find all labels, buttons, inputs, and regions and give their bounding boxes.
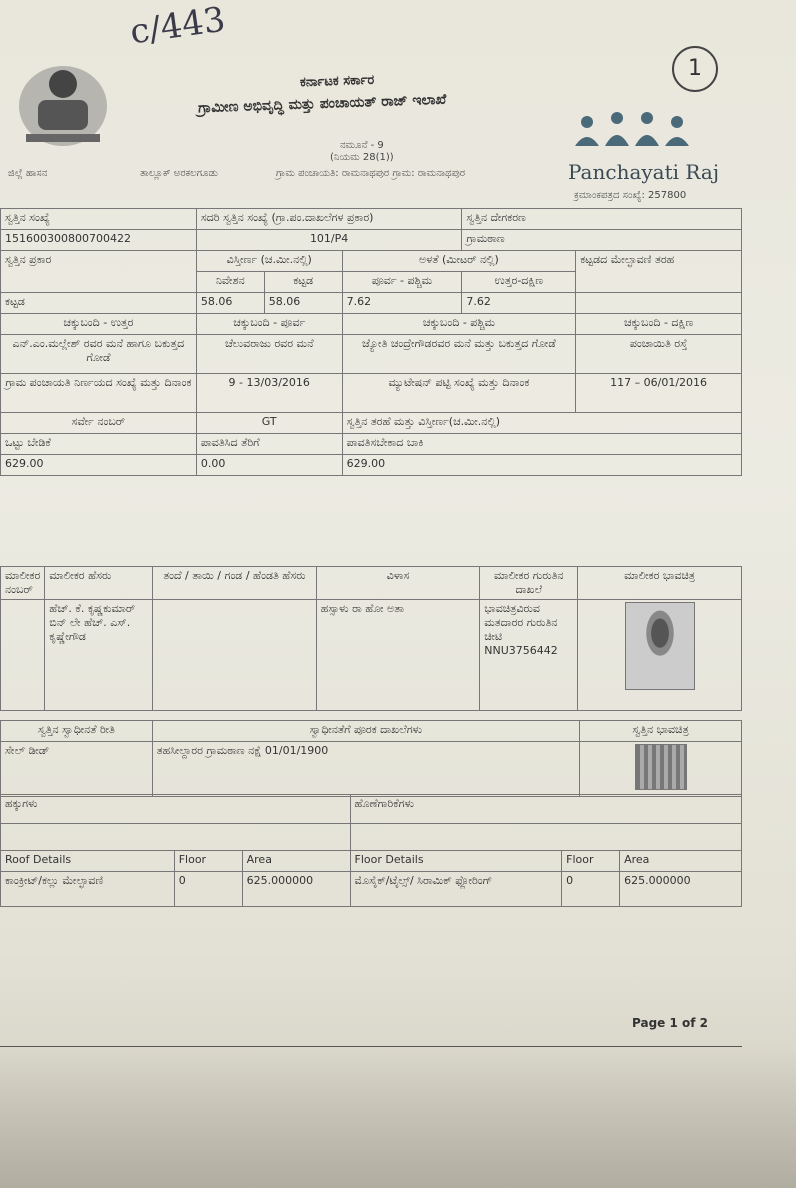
mutation-label: ಮ್ಯುಟೇಷನ್ ಪಟ್ಟಿ ಸಂಖ್ಯೆ ಮತ್ತು ದಿನಾಂಕ [342, 374, 576, 413]
property-photo-label: ಸ್ವತ್ತಿನ ಭಾವಚಿತ್ರ [580, 721, 742, 742]
roof-floor-table [0, 850, 742, 907]
owner-photo-cell [578, 600, 742, 711]
ownership-table [0, 720, 742, 797]
supporting-docs-label: ಸ್ವಾಧೀನತೆಗೆ ಪೂರಕ ದಾಖಲೆಗಳು [152, 721, 579, 742]
survey-label: ಸರ್ವೇ ನಂಬರ್ [1, 413, 197, 434]
owner-id-number: NNU3756442 [484, 644, 558, 657]
ownership-method-value: ಸೇಲ್ ಡೀಡ್ [1, 742, 153, 797]
rights-label: ಹಕ್ಕುಗಳು [1, 795, 351, 824]
sadari-label: ಸದರಿ ಸ್ವತ್ತಿನ ಸಂಖ್ಯೆ (ಗ್ರಾ.ಪಂ.ದಾಖಲೆಗಳ ಪ್ರಕಾರ) [196, 209, 462, 230]
liabilities-label: ಹೊಣೆಗಾರಿಕೆಗಳು [350, 795, 742, 824]
gp-resolution-value: 9 - 13/03/2016 [196, 374, 342, 413]
boundary-west-label: ಚಕ್ಕುಬಂದಿ - ಪಶ್ಚಿಮ [342, 314, 576, 335]
roof-floor-header: Floor [174, 851, 242, 872]
owner-photo-image [625, 602, 695, 690]
floor-value: ಮೊಸೈಕ್/ಟೈಲ್ಸ್/ ಸಿರಾಮಿಕ್ ಫ್ಲೋರಿಂಗ್ [350, 872, 562, 907]
boundary-east: ಚೆಲುವರಾಜು ರವರ ಮನೆ [196, 335, 342, 374]
boundary-north: ಎನ್.ಎಂ.ಮಲ್ಲೇಶ್ ರವರ ಮನೆ ಹಾಗೂ ಬಕುತ್ತದ ಗೋಡೆ [1, 335, 197, 374]
rights-table [0, 794, 742, 851]
dim-label: ಅಳತೆ (ಮೀಟರ್ ನಲ್ಲಿ) [342, 251, 576, 272]
receipt-number: ಕ್ರಮಾಂಕಪತ್ರದ ಸಂಖ್ಯೆ: 257800 [574, 190, 687, 201]
owner-id-header: ಮಾಲೀಕರ ಗುರುತಿನ ದಾಖಲೆ [480, 567, 578, 600]
boundary-east-label: ಚಕ್ಕುಬಂದಿ - ಪೂರ್ವ [196, 314, 342, 335]
roof-area-header: Area [242, 851, 350, 872]
ew-value: 7.62 [342, 293, 462, 314]
owner-address-header: ವಿಳಾಸ [316, 567, 480, 600]
ew-label: ಪೂರ್ವ - ಪಶ್ಚಿಮ [342, 272, 462, 293]
survey-value: GT [196, 413, 342, 434]
boundary-west: ಜ್ಯೋತಿ ಚಂದ್ರೇಗೌಡರವರ ಮನೆ ಮತ್ತು ಬಕುತ್ತದ ಗೋಡೆ [342, 335, 576, 374]
panchayati-raj-logo-icon [565, 110, 705, 158]
owner-name: ಹೆಚ್. ಕೆ. ಕೃಷ್ಣಕುಮಾರ್ ಬಿನ್ ಲೇ ಹೆಚ್. ಎಸ್. ಕೃಷ್ಣೇಗೌಡ [45, 600, 153, 711]
area-label: ವಿಸ್ತೀರ್ಣ (ಚ.ಮೀ.ನಲ್ಲಿ) [196, 251, 342, 272]
owner-table [0, 566, 742, 711]
header-panchayat: ಗ್ರಾಮ ಪಂಚಾಯತಿ: ರಾಮನಾಥಪುರ ಗ್ರಾಮ: ರಾಮನಾಥಪುರ [276, 168, 466, 179]
bldg-label: ಕಟ್ಟಡ [264, 272, 342, 293]
header-gov: ಕರ್ನಾಟಕ ಸರ್ಕಾರ [299, 72, 375, 91]
prop-type-label: ಸ್ವತ್ತಿನ ಪ್ರಕಾರ [1, 251, 197, 293]
prop-no-label: ಸ್ವತ್ತಿನ ಸಂಖ್ಯೆ [1, 209, 197, 230]
boundary-north-label: ಚಕ್ಕುಬಂದಿ - ಉತ್ತರ [1, 314, 197, 335]
owner-name-header: ಮಾಲೀಕರ ಹೆಸರು [45, 567, 153, 600]
floor-area-header: Area [620, 851, 742, 872]
floor-floor-value: 0 [562, 872, 620, 907]
floor-area-value: 625.000000 [620, 872, 742, 907]
demand-label: ಒಟ್ಟು ಬೇಡಿಕೆ [1, 434, 197, 455]
supporting-docs-value: ತಹಸೀಲ್ದಾರರ ಗ್ರಾಮಠಾಣ ನಕ್ಷೆ 01/01/1900 [152, 742, 579, 797]
owner-address: ಹಸ್ಸಾಳು ರಾ ಹೋ ಅತಾ [316, 600, 480, 711]
owner-father-header: ತಂದೆ / ತಾಯಿ / ಗಂಡ / ಹೆಂಡತಿ ಹೆಸರು [153, 567, 317, 600]
paid-label: ಪಾವತಿಸಿದ ತೆರಿಗೆ [196, 434, 342, 455]
page-shadow [0, 1045, 796, 1188]
roof-floor-value: 0 [174, 872, 242, 907]
demand-value: 629.00 [1, 455, 197, 476]
built-type-label: ಕಟ್ಟಡದ ಮೇಲ್ಛಾವಣಿ ತರಹ [576, 251, 742, 293]
owner-no-header: ಮಾಲೀಕರ ನಂಬರ್ [1, 567, 45, 600]
header-dept: ಗ್ರಾಮೀಣ ಅಭಿವೃದ್ಧಿ ಮತ್ತು ಪಂಚಾಯತ್ ರಾಜ್ ಇಲಾಖೆ [197, 91, 447, 117]
circled-page-number: 1 [672, 46, 718, 92]
ownership-method-label: ಸ್ವತ್ತಿನ ಸ್ವಾಧೀನತೆ ರೀತಿ [1, 721, 153, 742]
floor-details-header: Floor Details [350, 851, 562, 872]
ns-label: ಉತ್ತರ-ದಕ್ಷಿಣ [462, 272, 576, 293]
balance-value: 629.00 [342, 455, 741, 476]
prop-no-value: 151600300800700422 [1, 230, 197, 251]
prop-kind: ಕಟ್ಟಡ [1, 293, 197, 314]
roof-area-value: 625.000000 [242, 872, 350, 907]
boundary-south-label: ಚಕ್ಕುಬಂದಿ - ದಕ್ಷಿಣ [576, 314, 742, 335]
tax-type-label: ಸ್ವತ್ತಿನ ತರಹೆ ಮತ್ತು ವಿಸ್ತೀರ್ಣ(ಚ.ಮೀ.ನಲ್ಲಿ) [342, 413, 741, 434]
bldg-value: 58.06 [264, 293, 342, 314]
paid-value: 0.00 [196, 455, 342, 476]
prop-reg-label: ಸ್ವತ್ತಿನ ದೇಗಕರಣ [462, 209, 742, 230]
site-label: ನಿವೇಶನ [196, 272, 264, 293]
boundary-south: ಪಂಚಾಯಿತಿ ರಸ್ತೆ [576, 335, 742, 374]
mutation-value: 117 – 06/01/2016 [576, 374, 742, 413]
property-table [0, 208, 742, 476]
page-number: Page 1 of 2 [632, 1016, 708, 1030]
balance-label: ಪಾವತಿಸಬೇಕಾದ ಬಾಕಿ [342, 434, 741, 455]
property-photo-cell [580, 742, 742, 797]
property-photo-image [635, 744, 687, 790]
header-rule: (ನಿಯಮ 28(1)) [330, 152, 394, 163]
roof-details-header: Roof Details [1, 851, 175, 872]
owner-id [480, 600, 578, 711]
owner-id-doc: ಭಾವಚಿತ್ರವಿರುವ ಮತದಾರರ ಗುರುತಿನ ಚೀಟಿ [484, 602, 558, 643]
gp-resolution-label: ಗ್ರಾಮ ಪಂಚಾಯತಿ ನಿರ್ಣಯದ ಸಂಖ್ಯೆ ಮತ್ತು ದಿನಾಂಕ [1, 374, 197, 413]
floor-floor-header: Floor [562, 851, 620, 872]
roof-value: ಕಾಂಕ್ರೀಟ್/ಕಲ್ಲು ಮೇಲ್ಛಾವಣಿ [1, 872, 175, 907]
site-value: 58.06 [196, 293, 264, 314]
ns-value: 7.62 [462, 293, 576, 314]
village-label: ಗ್ರಾಮಠಾಣ [462, 230, 742, 251]
state-emblem-icon [8, 48, 118, 158]
header-taluk: ತಾಲ್ಲೂಕ್ ಅರಕಲಗೂಡು [140, 168, 218, 179]
sadari-value: 101/P4 [196, 230, 462, 251]
owner-photo-header: ಮಾಲೀಕರ ಭಾವಚಿತ್ರ [578, 567, 742, 600]
brand-text: Panchayati Raj [568, 160, 720, 184]
handwritten-note: c/443 [127, 0, 228, 53]
header-form: ನಮೂನೆ - 9 [340, 140, 384, 151]
header-district: ಜಿಲ್ಲೆ ಹಾಸನ [8, 168, 48, 179]
